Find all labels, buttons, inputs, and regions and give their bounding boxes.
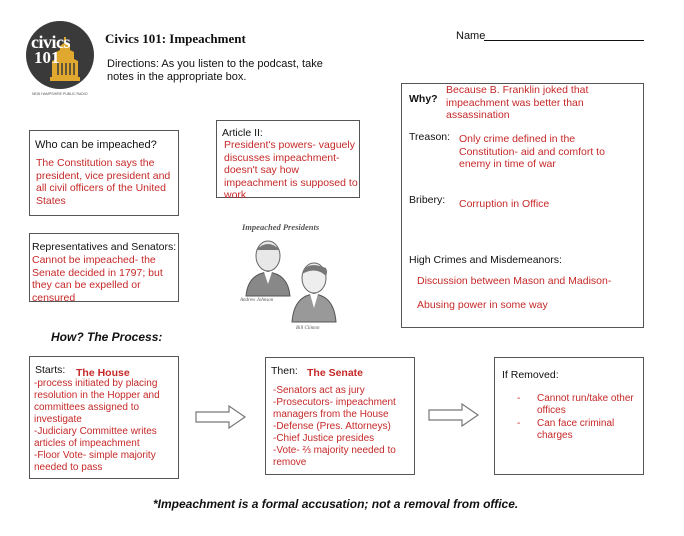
high-crimes-answer-1: Discussion between Mason and Madison- [417, 275, 612, 287]
treason-answer: Only crime defined in the Constitution- aid and comfort to enemy in time of war [459, 133, 605, 170]
then-lines [273, 385, 413, 469]
logo-text-101: 101 [34, 48, 60, 67]
impeached-presidents-figure [236, 218, 342, 336]
starts-line: -process initiated by placing resolution in the Hopper and committees assigned to investigate [34, 378, 160, 425]
name-label: Name [456, 30, 486, 42]
logo-text-civics: civics [31, 32, 70, 52]
reps-heading: Representatives and Senators: [32, 241, 177, 253]
then-line: -Defense (Pres. Attorneys) [273, 421, 391, 432]
article-box [216, 120, 360, 201]
removed-item: - Can face criminal charges [517, 418, 637, 442]
why-answer: Because B. Franklin joked that impeachment was better than assassination [446, 84, 589, 121]
high-crimes-label: High Crimes and Misdemeanors: [409, 254, 562, 266]
arrow-right-icon [428, 402, 480, 428]
starts-line: -Floor Vote- simple majority needed to pass [34, 450, 156, 473]
name-field-line[interactable] [484, 40, 644, 41]
removed-box [494, 357, 644, 475]
then-line: -Chief Justice presides [273, 433, 375, 444]
removed-list [517, 393, 637, 442]
who-answer: The Constitution says the president, vice president and all civil officers of the United States [36, 157, 171, 207]
footer-note: *Impeachment is a formal accusation; not a removal from office. [153, 497, 519, 511]
why-label: Why? [409, 93, 438, 105]
then-answer-title: The Senate [307, 367, 364, 379]
then-box [265, 357, 415, 475]
treason-label: Treason: [409, 131, 451, 143]
article-answer: President's powers- vaguely discusses impeachment- doesn't say how impeachment is supposed to work [224, 139, 358, 201]
who-box [29, 130, 179, 216]
bribery-answer: Corruption in Office [459, 198, 550, 210]
reps-box [29, 233, 179, 302]
starts-line: -Judiciary Committee writes articles of impeachment [34, 426, 157, 449]
directions-line1: Directions: As you listen to the podcast, take [107, 58, 323, 70]
who-heading: Who can be impeached? [35, 139, 157, 151]
reps-answer: Cannot be impeached- the Senate decided in 1797; but they can be expelled or censured [32, 254, 163, 304]
then-line: -Senators act as jury [273, 385, 365, 396]
removed-label: If Removed: [502, 369, 559, 381]
article-heading: Article II: [222, 127, 263, 139]
then-line: -Vote- ⅔ majority needed to remove [273, 445, 396, 468]
removed-item: - Cannot run/take other offices [517, 393, 637, 417]
starts-box [29, 356, 179, 479]
bribery-label: Bribery: [409, 194, 446, 206]
directions-line2: notes in the appropriate box. [107, 71, 247, 83]
page-title: Civics 101: Impeachment [105, 31, 246, 46]
starts-lines [34, 378, 178, 474]
logo-subtext: NEW HAMPSHIRE PUBLIC RADIO [32, 92, 88, 96]
then-label: Then: [271, 365, 298, 377]
right-panel-box [401, 83, 644, 328]
impeached-presidents-caption: Impeached Presidents [242, 222, 320, 232]
clinton-caption: Bill Clinton [296, 326, 320, 331]
presidents-portrait-icon [236, 234, 342, 336]
high-crimes-answer-2: Abusing power in some way [417, 299, 548, 311]
johnson-caption: Andrew Johnson [240, 298, 274, 303]
starts-answer-title: The House [76, 367, 130, 379]
civics101-logo [22, 19, 98, 99]
then-line: -Prosecutors- impeachment managers from the House [273, 397, 396, 420]
arrow-right-icon [195, 404, 247, 430]
starts-label: Starts: [35, 364, 66, 376]
process-heading: How? The Process: [51, 330, 163, 344]
